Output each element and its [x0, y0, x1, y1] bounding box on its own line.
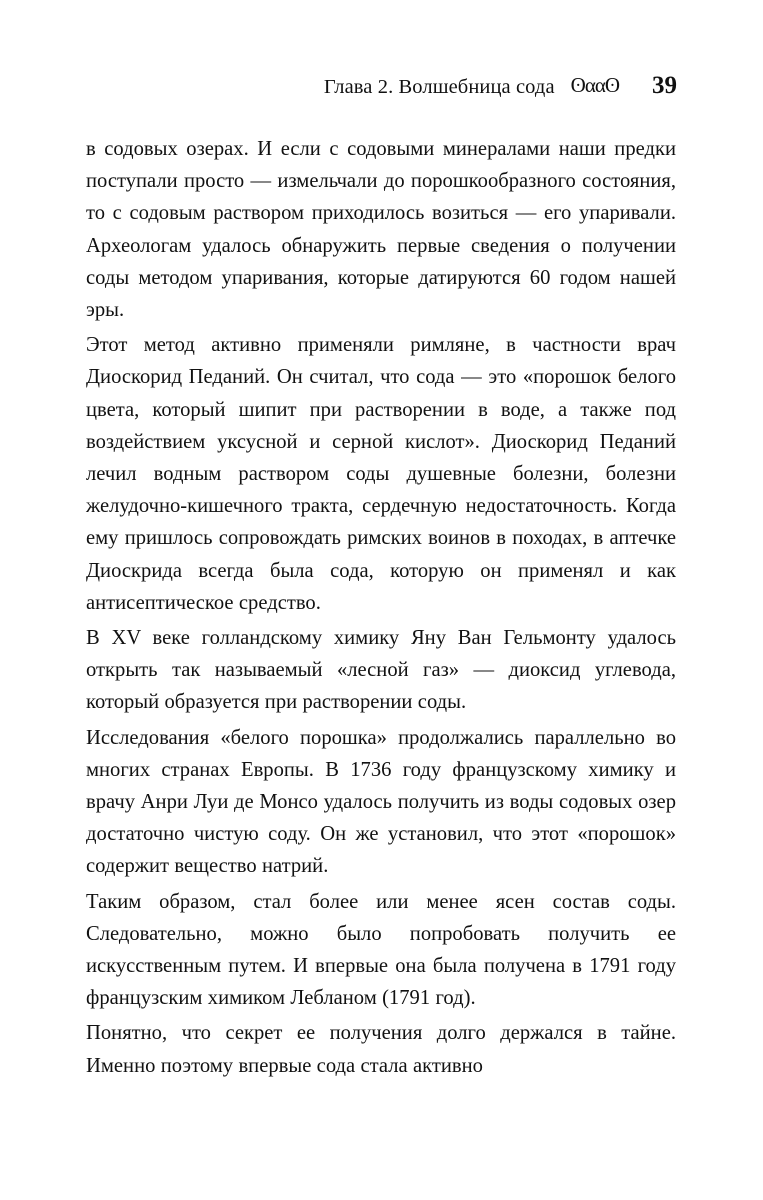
paragraph: Этот метод активно применяли римляне, в частности врач Диоскорид Педаний. Он считал, что сода — это «порошок белого цвета, который шипит при растворении в воде, а также под воздействием уксусной и серной кислот». Диоскорид Педаний лечил водным раствором соды душевные болезни, болезни желудочно-кишечного тракта, сердечную недостаточность. Когда ему пришлось сопровождать римских воинов в походах, в аптечке Диоскрида всегда была сода, которую он применял и как антисептическое средство.	[86, 334, 676, 614]
ornament-icon: ʘααʘ	[570, 73, 619, 97]
page-number: 39	[652, 72, 677, 99]
paragraph: в содовых озерах. И если с содовыми минералами наши предки поступали просто — измельчали до порошкообразного состояния, то с содовым раствором приходилось возиться — его упаривали. Археологам удалось обнаружить первые сведения о получении соды методом упаривания, которые датируются 60 годом нашей эры.	[86, 138, 676, 322]
paragraph: Понятно, что секрет ее получения долго держался в тайне. Именно поэтому впервые сода стала активно	[86, 1022, 676, 1077]
chapter-title: Глава 2. Волшебница сода	[323, 76, 555, 98]
paragraph: Таким образом, стал более или менее ясен состав соды. Следовательно, можно было попробовать получить ее искусственным путем. И впервые она была получена в 1791 году французским химиком Лебланом (1791 год).	[86, 890, 676, 1010]
page-body	[86, 133, 676, 1082]
page-header	[86, 72, 677, 100]
paragraph: Исследования «белого порошка» продолжались параллельно во многих странах Европы. В 1736 году французскому химику и врачу Анри Луи де Монсо удалось получить из воды содовых озер достаточно чистую соду. Он же установил, что этот «порошок» содержит вещество натрий.	[86, 726, 676, 878]
paragraph: В XV веке голландскому химику Яну Ван Гельмонту удалось открыть так называемый «лесной газ» — диоксид углевода, который образуется при растворении соды.	[86, 627, 676, 714]
